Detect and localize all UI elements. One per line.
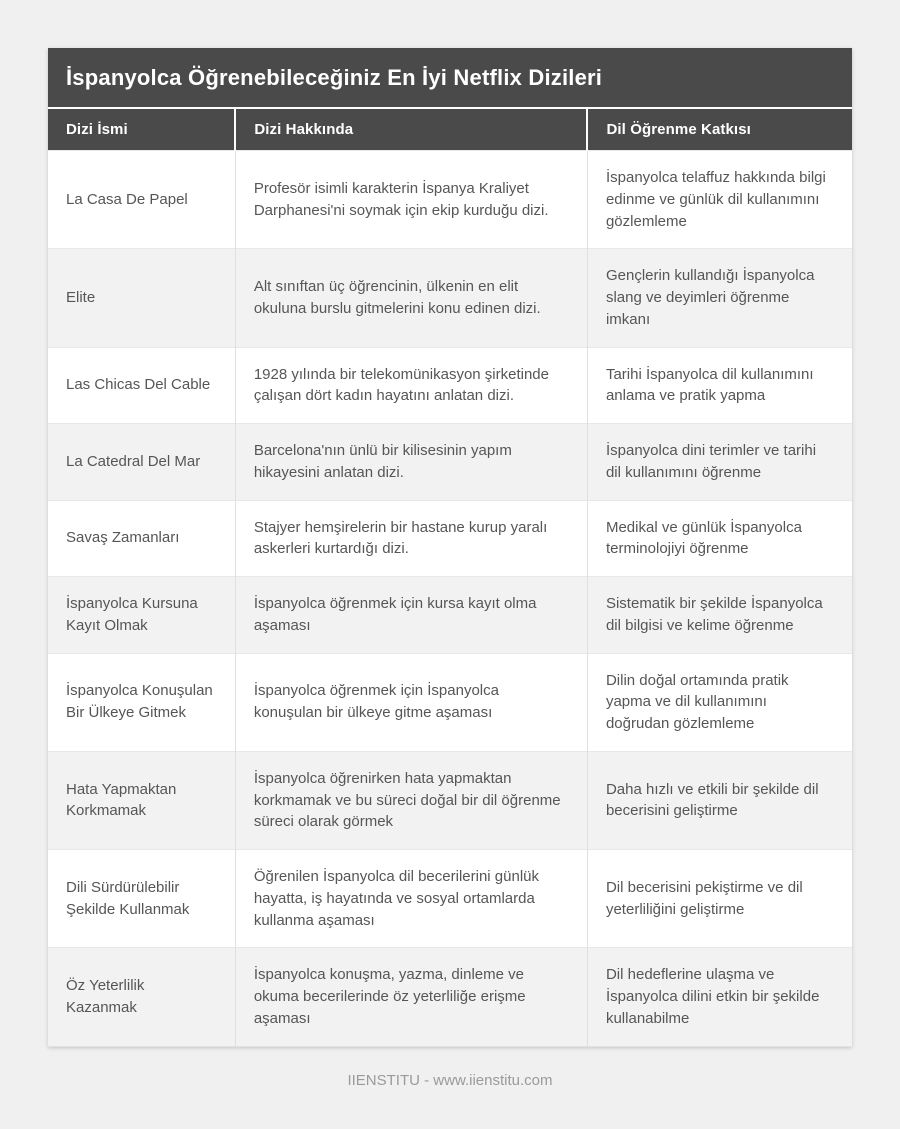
column-header-series-about: Dizi Hakkında — [235, 109, 587, 151]
column-header-series-name: Dizi İsmi — [48, 109, 235, 151]
series-about-cell: 1928 yılında bir telekomünikasyon şirketinde çalışan dört kadın hayatını anlatan dizi. — [235, 347, 587, 424]
series-name-cell: Las Chicas Del Cable — [48, 347, 235, 424]
series-about-cell: Profesör isimli karakterin İspanya Kraliyet Darphanesi'ni soymak için ekip kurduğu dizi. — [235, 151, 587, 249]
table-body — [48, 151, 852, 1047]
series-contribution-cell: Dilin doğal ortamında pratik yapma ve dil kullanımını doğrudan gözlemleme — [587, 653, 852, 751]
table-row — [48, 948, 852, 1046]
series-table — [48, 109, 852, 1047]
series-name-cell: La Catedral Del Mar — [48, 424, 235, 501]
table-row — [48, 151, 852, 249]
netflix-series-table-card — [48, 48, 852, 1047]
series-about-cell: Stajyer hemşirelerin bir hastane kurup yaralı askerleri kurtardığı dizi. — [235, 500, 587, 577]
series-contribution-cell: İspanyolca dini terimler ve tarihi dil kullanımını öğrenme — [587, 424, 852, 501]
page-background — [0, 48, 900, 1129]
series-name-cell: Dili Sürdürülebilir Şekilde Kullanmak — [48, 850, 235, 948]
table-row — [48, 424, 852, 501]
footer-branding: IIENSTITU - www.iienstitu.com — [347, 1071, 553, 1089]
series-about-cell: İspanyolca öğrenmek için İspanyolca konuşulan bir ülkeye gitme aşaması — [235, 653, 587, 751]
series-about-cell: Barcelona'nın ünlü bir kilisesinin yapım hikayesini anlatan dizi. — [235, 424, 587, 501]
table-row — [48, 751, 852, 849]
table-row — [48, 249, 852, 347]
series-name-cell: İspanyolca Kursuna Kayıt Olmak — [48, 577, 235, 654]
series-about-cell: İspanyolca öğrenirken hata yapmaktan korkmamak ve bu süreci doğal bir dil öğrenme süreci olarak görmek — [235, 751, 587, 849]
table-row — [48, 850, 852, 948]
series-contribution-cell: Medikal ve günlük İspanyolca terminolojiyi öğrenme — [587, 500, 852, 577]
series-contribution-cell: Dil hedeflerine ulaşma ve İspanyolca dilini etkin bir şekilde kullanabilme — [587, 948, 852, 1046]
series-name-cell: Elite — [48, 249, 235, 347]
table-header — [48, 109, 852, 151]
table-row — [48, 577, 852, 654]
series-about-cell: İspanyolca öğrenmek için kursa kayıt olma aşaması — [235, 577, 587, 654]
series-about-cell: İspanyolca konuşma, yazma, dinleme ve okuma becerilerinde öz yeterliliğe erişme aşaması — [235, 948, 587, 1046]
series-contribution-cell: Daha hızlı ve etkili bir şekilde dil becerisini geliştirme — [587, 751, 852, 849]
series-name-cell: Hata Yapmaktan Korkmamak — [48, 751, 235, 849]
series-name-cell: La Casa De Papel — [48, 151, 235, 249]
column-header-language-contribution: Dil Öğrenme Katkısı — [587, 109, 852, 151]
series-name-cell: Öz Yeterlilik Kazanmak — [48, 948, 235, 1046]
series-contribution-cell: Dil becerisini pekiştirme ve dil yeterliliğini geliştirme — [587, 850, 852, 948]
series-contribution-cell: Sistematik bir şekilde İspanyolca dil bilgisi ve kelime öğrenme — [587, 577, 852, 654]
table-row — [48, 347, 852, 424]
series-about-cell: Alt sınıftan üç öğrencinin, ülkenin en elit okuluna burslu gitmelerini konu edinen dizi. — [235, 249, 587, 347]
series-name-cell: İspanyolca Konuşulan Bir Ülkeye Gitmek — [48, 653, 235, 751]
series-contribution-cell: Gençlerin kullandığı İspanyolca slang ve deyimleri öğrenme imkanı — [587, 249, 852, 347]
table-row — [48, 653, 852, 751]
series-contribution-cell: Tarihi İspanyolca dil kullanımını anlama ve pratik yapma — [587, 347, 852, 424]
page-title: İspanyolca Öğrenebileceğiniz En İyi Netflix Dizileri — [48, 48, 852, 109]
series-contribution-cell: İspanyolca telaffuz hakkında bilgi edinme ve günlük dil kullanımını gözlemleme — [587, 151, 852, 249]
table-row — [48, 500, 852, 577]
table-header-row — [48, 109, 852, 151]
series-about-cell: Öğrenilen İspanyolca dil becerilerini günlük hayatta, iş hayatında ve sosyal ortamlarda kullanma aşaması — [235, 850, 587, 948]
series-name-cell: Savaş Zamanları — [48, 500, 235, 577]
